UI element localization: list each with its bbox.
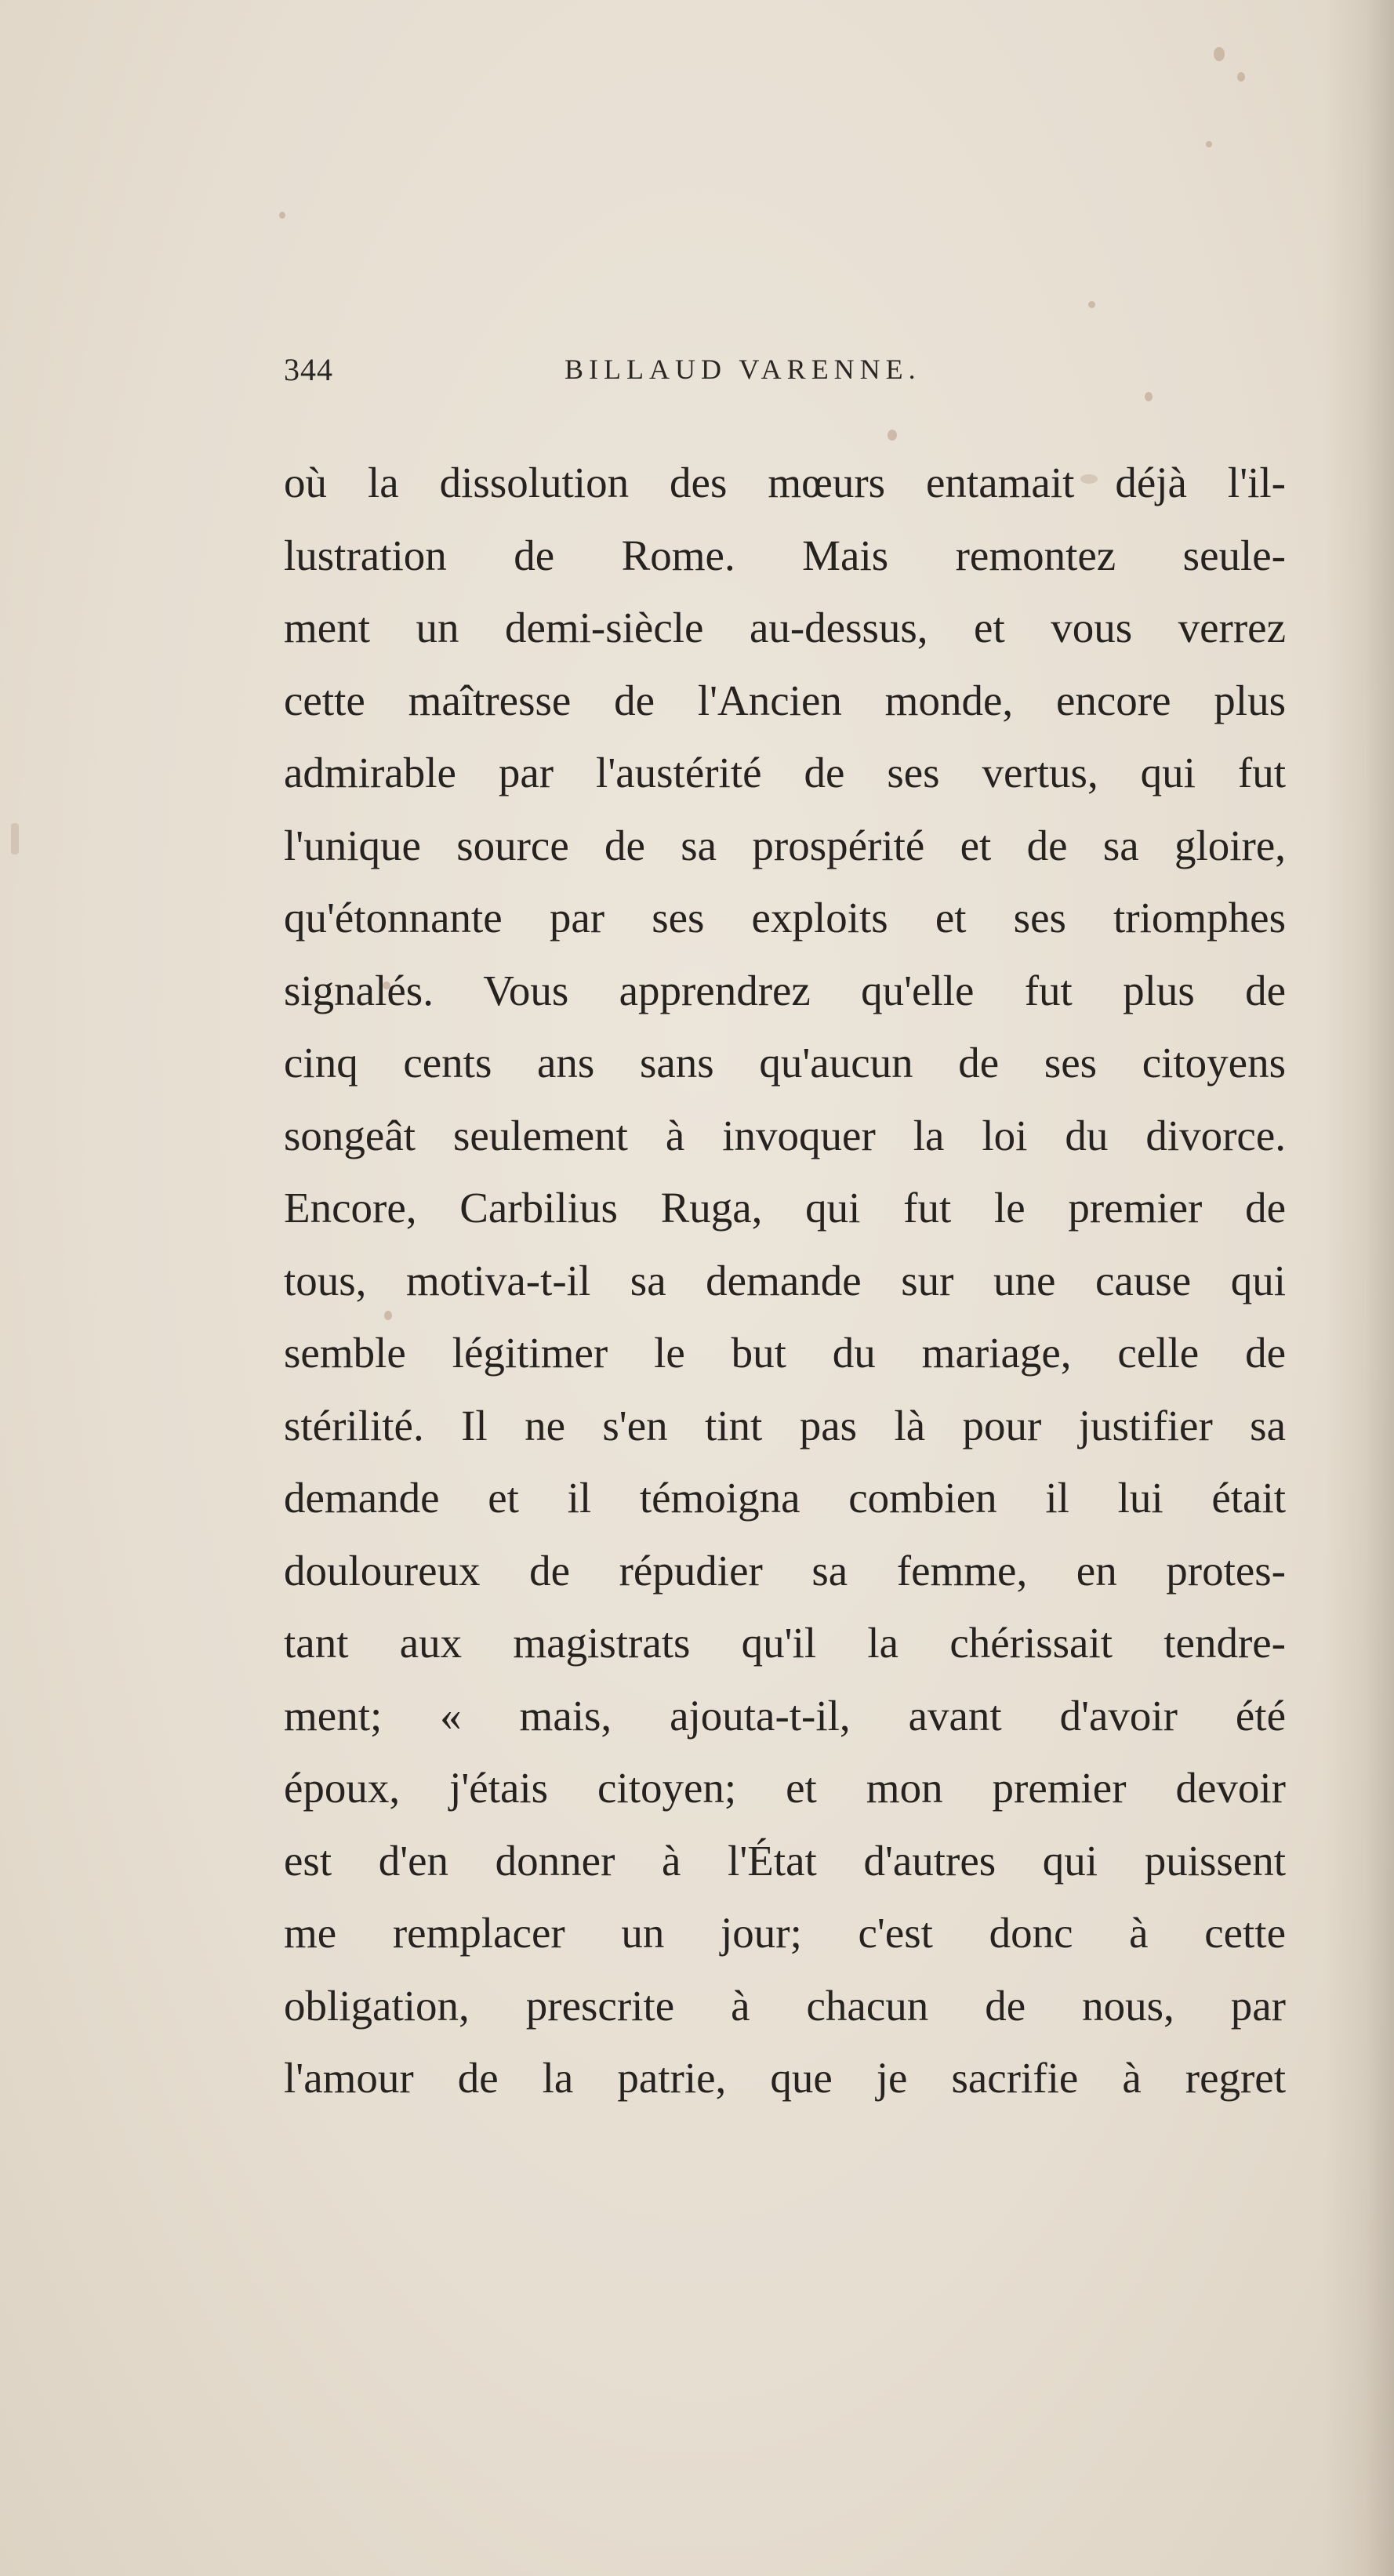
text-line: qu'étonnante par ses exploits et ses triomphes [284, 894, 1286, 942]
text-line: où la dissolution des mœurs entamait déjà l'il- [284, 459, 1286, 506]
text-line: ment; « mais, ajouta-t-il, avant d'avoir été [284, 1691, 1286, 1740]
text-line: stérilité. Il ne s'en tint pas là pour justifier sa [284, 1401, 1286, 1449]
text-line: l'amour de la patrie, que je sacrifie à regret [284, 2054, 1286, 2102]
foxing-speck [888, 430, 897, 441]
page-number: 344 [284, 352, 333, 387]
text-line: est d'en donner à l'État d'autres qui puissent [284, 1836, 1286, 1885]
page-edge-shadow [1323, 0, 1394, 2576]
foxing-speck [11, 823, 19, 854]
foxing-speck [279, 212, 285, 219]
text-line: admirable par l'austérité de ses vertus, qui fut [284, 749, 1286, 796]
foxing-speck [1088, 301, 1095, 308]
text-line: Encore, Carbilius Ruga, qui fut le premier de [284, 1184, 1286, 1232]
text-line: demande et il témoigna combien il lui était [284, 1474, 1286, 1522]
running-head: BILLAUD VARENNE. [564, 354, 921, 385]
text-line: cette maîtresse de l'Ancien monde, encore plus [284, 676, 1286, 724]
text-line: signalés. Vous apprendrez qu'elle fut plus de [284, 966, 1286, 1014]
text-line: me remplacer un jour; c'est donc à cette [284, 1909, 1286, 1957]
foxing-speck [1206, 141, 1212, 147]
foxing-speck [1214, 47, 1225, 61]
page-header [284, 351, 1280, 398]
text-line: obligation, prescrite à chacun de nous, par [284, 1981, 1286, 2030]
text-line: ment un demi-siècle au-dessus, et vous verrez [284, 604, 1286, 651]
foxing-speck [1237, 72, 1245, 82]
text-line: cinq cents ans sans qu'aucun de ses citoyens [284, 1039, 1286, 1087]
text-line: tous, motiva-t-il sa demande sur une cause qui [284, 1256, 1286, 1304]
text-line: douloureux de répudier sa femme, en protes- [284, 1546, 1286, 1595]
body-text [284, 447, 1286, 2115]
text-line: semble légitimer le but du mariage, celle de [284, 1329, 1286, 1377]
text-line: songeât seulement à invoquer la loi du divorce. [284, 1111, 1286, 1159]
text-line: l'unique source de sa prospérité et de sa gloire, [284, 821, 1286, 869]
text-line: lustration de Rome. Mais remontez seule- [284, 531, 1286, 579]
text-line: époux, j'étais citoyen; et mon premier devoir [284, 1764, 1286, 1812]
text-line: tant aux magistrats qu'il la chérissait tendre- [284, 1619, 1286, 1667]
